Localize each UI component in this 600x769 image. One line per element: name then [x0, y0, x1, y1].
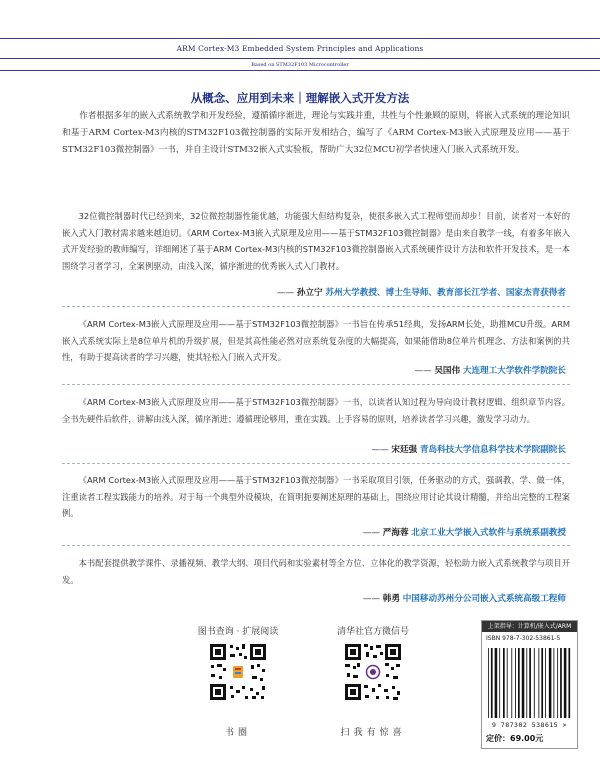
attribution-role: 北京工业大学嵌入式软件与系统系副教授: [411, 528, 566, 538]
barcode-block: [481, 620, 578, 749]
attribution-role: 苏州大学教授、博士生导师、教育部长江学者、国家杰青获得者: [325, 288, 566, 298]
qr-label-wechat: 清华社官方微信号: [336, 627, 409, 637]
header-rule-top: [0, 38, 600, 39]
header-rule-bottom: [0, 70, 600, 71]
separator: [62, 545, 570, 546]
price: 定价：69.00元: [486, 734, 544, 743]
attribution-role: 大连理工大学软件学院院长: [462, 366, 566, 376]
attribution-name: 韩勇: [382, 594, 400, 604]
qr-code-book-query-icon[interactable]: [208, 642, 268, 702]
headline: 从概念、应用到未来｜理解嵌入式开发方法: [190, 91, 410, 105]
header-subtitle: Based on STM32F103 Microcontroller: [251, 62, 349, 68]
attribution-dash: ——: [362, 594, 381, 604]
qr-code-wechat-icon[interactable]: [343, 642, 403, 702]
qr-pattern: [343, 642, 403, 702]
attribution-name: 吴国伟: [434, 366, 461, 376]
qr-caption-book-circle: 书圈: [224, 728, 251, 738]
quote-attribution-2: [414, 364, 566, 376]
attribution-dash: ——: [414, 366, 432, 376]
attribution-name: 严海蓉: [382, 528, 409, 538]
attribution-role: 青岛科技大学信息科学技术学院副院长: [419, 445, 566, 455]
quote-attribution-1: [277, 286, 566, 298]
header-title: ARM Cortex-M3 Embedded System Principles and Applications: [176, 44, 424, 53]
qr-label-book-query: 图书查询 · 扩展阅读: [197, 627, 279, 637]
separator: [62, 384, 570, 385]
quote-text-3: 《ARM Cortex-M3嵌入式原理及应用——基于STM32F103微控制器》一书，以读者认知过程为导向设计教材逻辑、组织章节内容。全书先硬件后软件，讲解由浅入深，循序渐进；遵循理论够用，重在实践。上手容易的原则，培养读者学习兴趣，激发学习动力。: [62, 397, 570, 424]
separator: [62, 463, 570, 464]
separator: [62, 306, 570, 307]
attribution-dash: ——: [276, 288, 295, 298]
shelf-category: 上架指导：计算机/嵌入式/ARM: [482, 621, 577, 632]
qr-pattern: [208, 642, 268, 702]
quote-text-4: 《ARM Cortex-M3嵌入式原理及应用——基于STM32F103微控制器》一书采取项目引领，任务驱动的方式，强调教、学、做一体，注重读者工程实践能力的培养。对于每一个典型外设模块，在简明扼要阐述原理的基础上，围绕应用讨论其设计精髓，并给出完整的工程案例。: [62, 475, 570, 518]
quote-attribution-3: [371, 443, 566, 455]
quote-text-1: 32位微控制器时代已经到来，32位微控制器性能优越，功能强大但结构复杂，使很多嵌入式工程师望而却步！目前，读者对一本好的嵌入式入门教材需求越来越迫切。《ARM Cortex-M3嵌入式原理及应用——基于STM32F103微控制器》是由来自教学一线，有着多年嵌入式开发经验的教师编写，详细阐述了基于ARM Cortex-M3内核的STM32F103微控制器嵌入式系统硬件设计方法和软件开发技术，是一本围绕学习者学习，全案例驱动，由浅入深，循序渐进的优秀嵌入式入门教材。: [62, 211, 570, 271]
quote-attribution-5: [363, 592, 566, 604]
intro-paragraph: 作者根据多年的嵌入式系统教学和开发经验，遵循循序渐进，理论与实践并重，共性与个性兼顾的原则，将嵌入式系统的理论知识和基于ARM Cortex-M3内核的STM32F103微控制器的实际开发相结合，编写了《ARM Cortex-M3嵌入式原理及应用——基于STM32F103微控制器》一书，并自主设计STM32嵌入式实验板，帮助广大32位MCU初学者快速入门嵌入式系统开发。: [62, 111, 570, 155]
barcode-icon: [482, 644, 577, 724]
quote-text-5: 本书配套提供教学课件、录播视频、教学大纲、项目代码和实验素材等全方位、立体化的教学资源，轻松助力嵌入式系统教学与项目开发。: [62, 558, 570, 585]
attribution-dash: ——: [371, 445, 389, 455]
quote-text-2: 《ARM Cortex-M3嵌入式原理及应用——基于STM32F103微控制器》一书旨在传承51经典，发扬ARM长处，助推MCU升级。ARM嵌入式系统实际上是8位单片机的升级扩展，但是其高性能必然对应系统复杂度的大幅提高，如果能借助8位单片机理念、方法和案例的共性，有助于提高读者的学习兴趣，使其轻松入门嵌入式开发。: [62, 319, 570, 362]
attribution-role: 中国移动苏州分公司嵌入式系统高级工程师: [402, 594, 566, 604]
barcode-digits: 9 787302 538615 >: [491, 721, 568, 729]
attribution-dash: ——: [362, 528, 381, 538]
isbn-text: ISBN 978-7-302-53861-5: [486, 635, 561, 642]
quote-attribution-4: [363, 526, 566, 538]
attribution-name: 孙立宁: [296, 288, 323, 298]
header-rule-middle: [0, 58, 600, 59]
attribution-name: 宋廷强: [391, 445, 418, 455]
qr-caption-surprise: 扫我有惊喜: [340, 728, 406, 738]
